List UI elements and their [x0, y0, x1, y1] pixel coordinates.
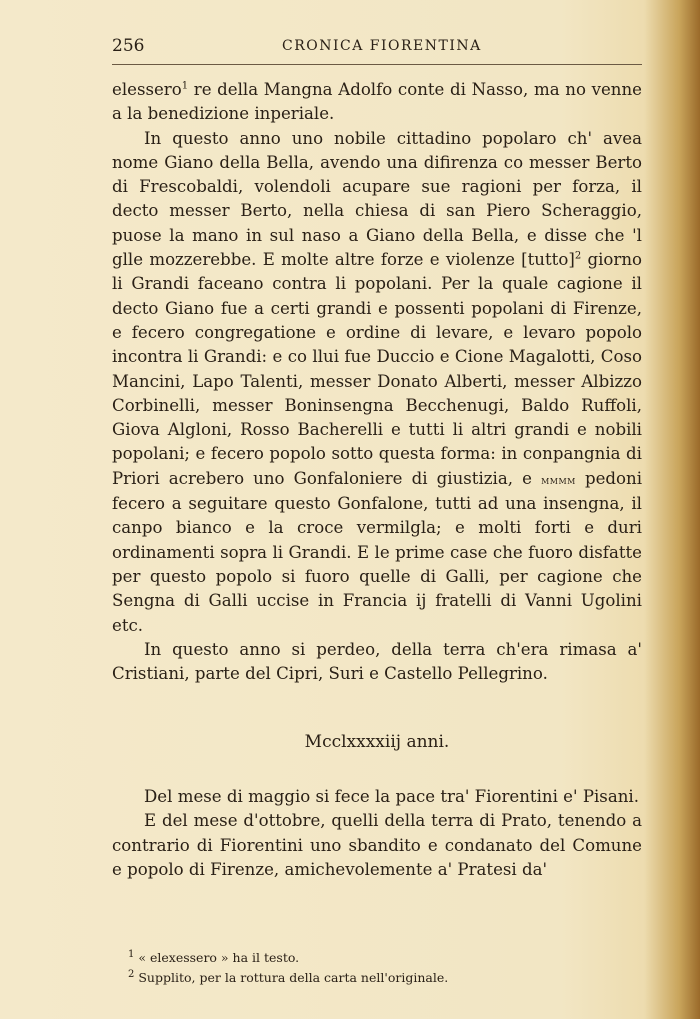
paragraph-5: E del mese d'ottobre, quelli della terra di Prato, tenendo a contrario di Fiorentini uno sbandito e condanato del Comune e popolo di Firenze, amichevolemente a' Pratesi da'	[112, 811, 642, 879]
main-text	[112, 78, 642, 686]
section-heading: Mcclxxxxiij anni.	[304, 732, 450, 752]
running-title: CRONICA FIORENTINA	[282, 38, 482, 54]
main-text-continued	[112, 785, 642, 882]
roman-numeral-mmmm: mmmm	[541, 472, 576, 487]
paragraph-4: Del mese di maggio si fece la pace tra' Fiorentini e' Pisani.	[144, 787, 639, 806]
header-rule	[112, 64, 642, 65]
paragraph-3: In questo anno si perdeo, della terra ch'era rimasa a' Cristiani, parte del Cipri, Suri e Castello Pellegrino.	[112, 639, 642, 684]
footnote-ref-1: 1	[181, 80, 189, 92]
footnote-1: $^1$ « elexessero » ha il testo.	[128, 948, 300, 965]
footnotes	[128, 948, 638, 988]
footnote-2: $^2$ Supplito, per la rottura della carta nell'originale.	[128, 968, 449, 985]
page-number: 256	[112, 36, 145, 56]
paragraph-1: elessero$^1$ re della Mangna Adolfo conte di Nasso, ma no venne a la benedizione inperiale.	[112, 80, 642, 124]
page-header	[112, 36, 642, 58]
footnote-ref-2: 2	[574, 250, 582, 262]
paragraph-2: In questo anno uno nobile cittadino popolaro ch' avea nome Giano della Bella, avendo una difirenza co messer Berto di Frescobaldi, volendoli acupare sue ragioni per forza, il decto messer Berto, nella chiesa di san Piero Scheraggio, puose la mano in sul naso a Giano della Bella, e disse che 'l glle mozzerebbe. E molte altre forze e violenze [tutto]$^2$ giorno li Grandi faceano contra li popolani. Per la quale cagione il decto Giano fue a certi grandi e possenti popolani di Firenze, e fecero congregatione e ordine di levare, e levaro popolo incontra li Grandi: e co llui fue Duccio e Cione Magalotti, Coso Mancini, Lapo Talenti, messer Donato Alberti, messer Albizzo Corbinelli, messer Boninsengna Becchenugi, Baldo Ruffoli, Giova Algloni, Rosso Bacherelli e tutti li altri grandi e nobili popolani; e fecero popolo sotto questa forma: in conpangnia di Priori acrebero uno Gonfaloniere di giustizia, e mmmm pedoni fecero a seguitare questo Gonfalone, tutti ad una insengna, il canpo bianco e la croce vermilgla; e molti forti e duri ordinamenti sopra li Grandi. E le prime case che fuoro disfatte per questo popolo si fuoro quelle di Galli, per cagione che Sengna di Galli uccise in Francia ij fratelli di Vanni Ugolini etc.	[112, 128, 642, 635]
